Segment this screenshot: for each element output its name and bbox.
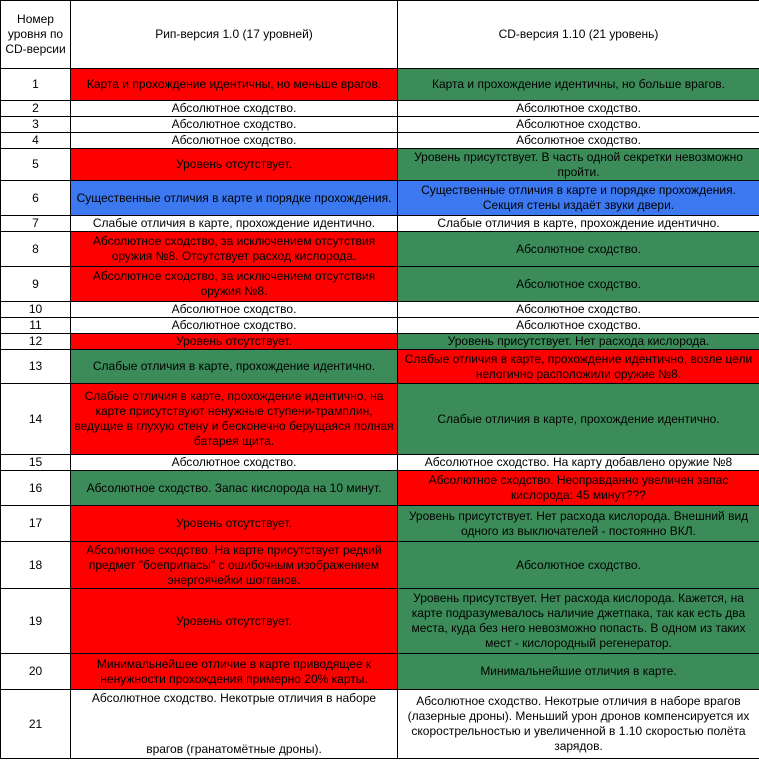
level-number-cell: 3 [1, 117, 71, 133]
level-number-cell: 18 [1, 542, 71, 589]
rip-cell-bottom-text: врагов (гранатомётные дроны). [146, 742, 322, 756]
level-number-cell: 13 [1, 350, 71, 384]
cd-cell: Уровень присутствует. Нет расхода кислорода. [398, 334, 759, 350]
rip-cell: Абсолютное сходство. [71, 302, 398, 318]
table-row [1, 334, 759, 350]
cd-cell: Уровень присутствует. В часть одной секретки невозможно пройти. [398, 149, 759, 181]
level-number-cell: 10 [1, 302, 71, 318]
cd-cell: Абсолютное сходство. [398, 117, 759, 133]
rip-cell: Слабые отличия в карте, прохождение идентично. [71, 216, 398, 232]
cd-cell: Уровень присутствует. Нет расхода кислорода. Кажется, на карте подразумевалось наличие джетпака, так как есть два места, куда без него невозможно попасть. В одном из таких мест - кислородный регенератор. [398, 589, 759, 654]
level-number-cell: 4 [1, 133, 71, 149]
rip-cell-top-text: Абсолютное сходство. Некотрые отличия в наборе [91, 691, 377, 705]
table-row [1, 133, 759, 149]
rip-cell: Абсолютное сходство. [71, 455, 398, 471]
table-row [1, 232, 759, 267]
cd-cell: Уровень присутствует. Нет расхода кислорода. Внешний вид одного из выключателей - постоянно ВКЛ. [398, 506, 759, 542]
rip-cell: Абсолютное сходство. Запас кислорода на 10 минут. [71, 471, 398, 506]
header-cd-version: CD-версия 1.10 (21 уровень) [398, 1, 759, 69]
cd-cell: Минимальнейшие отличия в карте. [398, 654, 759, 690]
cd-cell: Существенные отличия в карте и порядке прохождения. Секция стены издаёт звуки двери. [398, 181, 759, 216]
table-row [1, 181, 759, 216]
table-row [1, 589, 759, 654]
table-row [1, 302, 759, 318]
level-number-cell: 7 [1, 216, 71, 232]
cd-cell: Абсолютное сходство. [398, 542, 759, 589]
rip-cell: Уровень отсутствует. [71, 149, 398, 181]
table-row [1, 149, 759, 181]
level-number-cell: 20 [1, 654, 71, 690]
rip-cell: Уровень отсутствует. [71, 506, 398, 542]
level-number-cell: 9 [1, 267, 71, 302]
rip-cell: Абсолютное сходство. [71, 117, 398, 133]
table-row [1, 455, 759, 471]
rip-cell: Слабые отличия в карте, прохождение идентично, на карте присутствуют ненужные ступени-трамплин, ведущие в глухую стену и бесконечно берущаяся полная батарея щита. [71, 384, 398, 455]
table-row [1, 216, 759, 232]
rip-cell: Абсолютное сходство. [71, 133, 398, 149]
header-rip-version: Рип-версия 1.0 (17 уровней) [71, 1, 398, 69]
level-number-cell: 11 [1, 318, 71, 334]
table-row [1, 318, 759, 334]
level-number-cell: 15 [1, 455, 71, 471]
table-row [1, 69, 759, 101]
rip-cell: Уровень отсутствует. [71, 334, 398, 350]
rip-cell: Абсолютное сходство, за исключением отсутствия оружия №8. Отсутствует расход кислорода. [71, 232, 398, 267]
table-row [1, 506, 759, 542]
cd-cell: Карта и прохождение идентичны, но больше врагов. [398, 69, 759, 101]
cd-cell: Абсолютное сходство. Некотрые отличия в наборе врагов (лазерные дроны). Меньший урон дронов компенсируется их скорострельностью и увеличенной в 1.10 скоростью полёта зарядов. [398, 690, 759, 759]
rip-cell [71, 690, 398, 759]
cd-cell: Слабые отличия в карте, прохождение идентично, возле цели нелогично расположили оружие №8. [398, 350, 759, 384]
table-row [1, 350, 759, 384]
cd-cell: Слабые отличия в карте, прохождение идентично. [398, 216, 759, 232]
cd-cell: Абсолютное сходство. [398, 101, 759, 117]
rip-cell: Существенные отличия в карте и порядке прохождения. [71, 181, 398, 216]
level-number-cell: 12 [1, 334, 71, 350]
level-number-cell: 8 [1, 232, 71, 267]
table-row [1, 542, 759, 589]
rip-cell: Абсолютное сходство. [71, 318, 398, 334]
table-row [1, 101, 759, 117]
cd-cell: Абсолютное сходство. На карту добавлено оружие №8 [398, 455, 759, 471]
rip-cell: Абсолютное сходство, за исключением отсутствия оружия №8. [71, 267, 398, 302]
rip-cell: Минимальнейшее отличие в карте приводящее к ненужности прохождения примерно 20% карты. [71, 654, 398, 690]
level-number-cell: 21 [1, 690, 71, 759]
rip-cell: Уровень отсутствует. [71, 589, 398, 654]
level-number-cell: 2 [1, 101, 71, 117]
rip-cell: Слабые отличия в карте, прохождение идентично. [71, 350, 398, 384]
table-row [1, 471, 759, 506]
level-number-cell: 1 [1, 69, 71, 101]
table-row [1, 384, 759, 455]
level-number-cell: 19 [1, 589, 71, 654]
rip-cell: Абсолютное сходство. На карте присутствует редкий предмет "боеприпасы" с ошибочным изображением энергоячейки шогганов. [71, 542, 398, 589]
level-number-cell: 6 [1, 181, 71, 216]
table-row [1, 690, 759, 759]
table-row [1, 117, 759, 133]
header-level-number: Номер уровня по CD-версии [1, 1, 71, 69]
cd-cell: Абсолютное сходство. [398, 232, 759, 267]
rip-cell: Карта и прохождение идентичны, но меньше врагов. [71, 69, 398, 101]
cd-cell: Абсолютное сходство. [398, 133, 759, 149]
level-number-cell: 14 [1, 384, 71, 455]
level-number-cell: 17 [1, 506, 71, 542]
table-row [1, 654, 759, 690]
rip-cell: Абсолютное сходство. [71, 101, 398, 117]
cd-cell: Абсолютное сходство. [398, 267, 759, 302]
level-number-cell: 5 [1, 149, 71, 181]
table-row [1, 267, 759, 302]
cd-cell: Абсолютное сходство. [398, 302, 759, 318]
header-row [1, 1, 759, 69]
cd-cell: Слабые отличия в карте, прохождение идентично. [398, 384, 759, 455]
level-number-cell: 16 [1, 471, 71, 506]
cd-cell: Абсолютное сходство. Неоправданно увеличен запас кислорода: 45 минут??? [398, 471, 759, 506]
cd-cell: Абсолютное сходство. [398, 318, 759, 334]
